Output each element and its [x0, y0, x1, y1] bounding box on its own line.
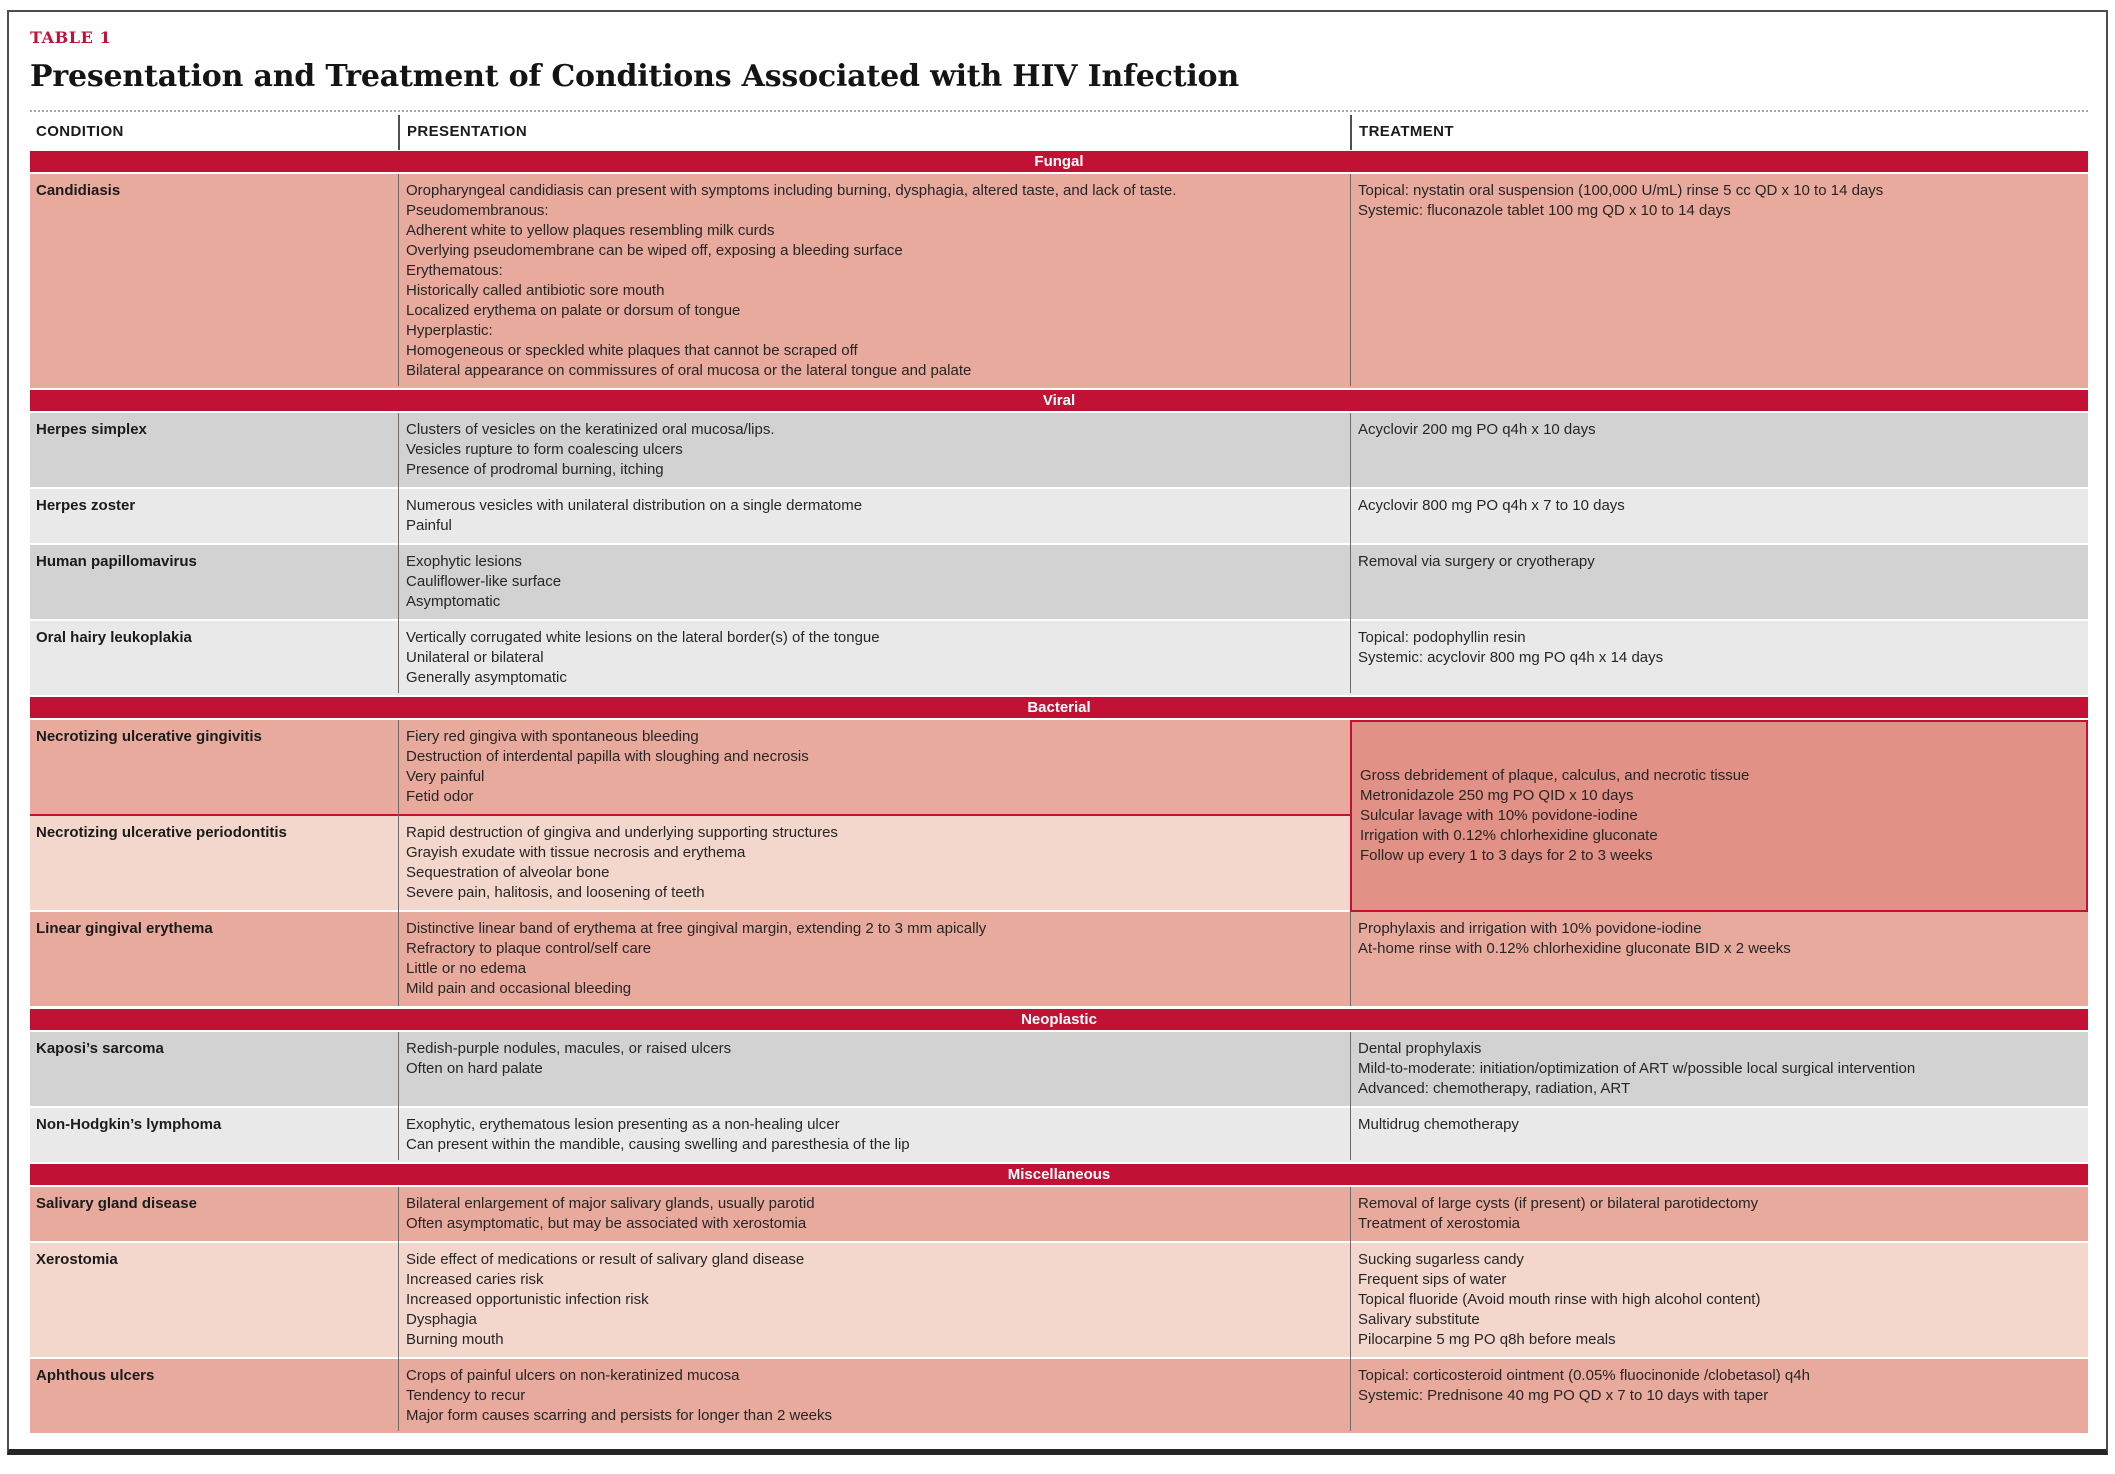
presentation-cell [398, 1359, 1350, 1433]
presentation-cell [398, 912, 1350, 1006]
treatment-cell [1350, 1187, 2088, 1241]
treatment-cell [1350, 1108, 2088, 1162]
cell-line: Dental prophylaxis [1358, 1040, 1482, 1057]
cell-line: Severe pain, halitosis, and loosening of teeth [406, 884, 705, 901]
conditions-table [30, 112, 2088, 1433]
cell-line: Often on hard palate [406, 1060, 543, 1077]
cell-line: Cauliflower-like surface [406, 573, 562, 590]
treatment-cell [1350, 489, 2088, 543]
cell-line: Systemic: Prednisone 40 mg PO QD x 7 to 10 days with taper [1358, 1387, 1769, 1404]
cell-line: Systemic: acyclovir 800 mg PO q4h x 14 days [1358, 649, 1664, 666]
presentation-cell [398, 545, 1350, 619]
condition-cell: Linear gingival erythema [30, 912, 398, 1006]
cell-line: Historically called antibiotic sore mouth [406, 282, 665, 299]
presentation-cell [398, 816, 1350, 912]
column-headers [30, 112, 2088, 150]
section-rows [30, 720, 2088, 1008]
section-band: Viral [30, 390, 2088, 411]
cell-line: At-home rinse with 0.12% chlorhexidine gluconate BID x 2 weeks [1358, 940, 1791, 957]
presentation-cell [398, 1108, 1350, 1162]
cell-line: Removal of large cysts (if present) or bilateral parotidectomy [1358, 1195, 1759, 1212]
section-rows [30, 174, 2088, 388]
cell-line: Salivary substitute [1358, 1311, 1480, 1328]
table-row [30, 1187, 2088, 1241]
section-band: Neoplastic [30, 1009, 2088, 1030]
cell-line: Grayish exudate with tissue necrosis and erythema [406, 844, 746, 861]
treatment-cell [1350, 174, 2088, 388]
column-header-presentation: PRESENTATION [407, 122, 528, 140]
cell-line: Numerous vesicles with unilateral distribution on a single dermatome [406, 497, 863, 514]
cell-line: Treatment of xerostomia [1358, 1215, 1521, 1232]
cell-line: Localized erythema on palate or dorsum of tongue [406, 302, 741, 319]
cell-line: Crops of painful ulcers on non-keratinized mucosa [406, 1367, 740, 1384]
cell-line: Vesicles rupture to form coalescing ulcers [406, 441, 683, 458]
cell-line: Metronidazole 250 mg PO QID x 10 days [1360, 787, 1634, 804]
cell-line: Refractory to plaque control/self care [406, 940, 652, 957]
cell-line: Presence of prodromal burning, itching [406, 461, 664, 478]
treatment-cell [1350, 1359, 2088, 1433]
cell-line: Bilateral enlargement of major salivary glands, usually parotid [406, 1195, 815, 1212]
cell-line: Often asymptomatic, but may be associated with xerostomia [406, 1215, 807, 1232]
cell-line: Irrigation with 0.12% chlorhexidine gluconate [1360, 827, 1658, 844]
cell-line: Sucking sugarless candy [1358, 1251, 1524, 1268]
cell-line: Vertically corrugated white lesions on the lateral border(s) of the tongue [406, 629, 880, 646]
cell-line: Oropharyngeal candidiasis can present with symptoms including burning, dysphagia, altered taste, and lack of taste. [406, 182, 1177, 199]
cell-line: Increased caries risk [406, 1271, 544, 1288]
table-row [30, 1359, 2088, 1433]
cell-line: Burning mouth [406, 1331, 504, 1348]
cell-line: Dysphagia [406, 1311, 477, 1328]
cell-line: Frequent sips of water [1358, 1271, 1507, 1288]
section-band: Bacterial [30, 697, 2088, 718]
merged-treatment-cell [1350, 720, 2088, 912]
cell-line: Distinctive linear band of erythema at free gingival margin, extending 2 to 3 mm apically [406, 920, 987, 937]
cell-line: Removal via surgery or cryotherapy [1358, 553, 1595, 570]
cell-line: Exophytic, erythematous lesion presenting as a non-healing ulcer [406, 1116, 840, 1133]
presentation-cell [398, 1243, 1350, 1357]
treatment-cell [1350, 413, 2088, 487]
cell-line: Acyclovir 800 mg PO q4h x 7 to 10 days [1358, 497, 1625, 514]
presentation-cell [398, 489, 1350, 543]
cell-line: Destruction of interdental papilla with sloughing and necrosis [406, 748, 809, 765]
condition-cell: Non-Hodgkin’s lymphoma [30, 1108, 398, 1162]
cell-line: Clusters of vesicles on the keratinized oral mucosa/lips. [406, 421, 775, 438]
condition-cell: Oral hairy leukoplakia [30, 621, 398, 695]
table-row [30, 1108, 2088, 1162]
table-sections [30, 151, 2088, 1433]
cell-line: Gross debridement of plaque, calculus, and necrotic tissue [1360, 767, 1750, 784]
cell-line: Bilateral appearance on commissures of oral mucosa or the lateral tongue and palate [406, 362, 972, 379]
cell-line: Redish-purple nodules, macules, or raised ulcers [406, 1040, 732, 1057]
cell-line: Fetid odor [406, 788, 474, 805]
presentation-cell [398, 1032, 1350, 1106]
treatment-cell [1350, 912, 2088, 1006]
condition-cell: Candidiasis [30, 174, 398, 388]
table-row [30, 1032, 2088, 1106]
cell-line: Can present within the mandible, causing swelling and paresthesia of the lip [406, 1136, 910, 1153]
table-row [30, 1243, 2088, 1357]
cell-line: Overlying pseudomembrane can be wiped off, exposing a bleeding surface [406, 242, 903, 259]
cell-line: Homogeneous or speckled white plaques that cannot be scraped off [406, 342, 858, 359]
table-row [30, 621, 2088, 695]
cell-line: Systemic: fluconazole tablet 100 mg QD x 10 to 14 days [1358, 202, 1731, 219]
treatment-cell [1350, 1032, 2088, 1106]
condition-cell: Kaposi’s sarcoma [30, 1032, 398, 1106]
cell-line: Acyclovir 200 mg PO q4h x 10 days [1358, 421, 1596, 438]
cell-line: Advanced: chemotherapy, radiation, ART [1358, 1080, 1631, 1097]
condition-cell: Herpes zoster [30, 489, 398, 543]
cell-line: Little or no edema [406, 960, 527, 977]
section-band: Fungal [30, 151, 2088, 172]
cell-line: Mild-to-moderate: initiation/optimization of ART w/possible local surgical intervention [1358, 1060, 1916, 1077]
section-rows [30, 413, 2088, 695]
cell-line: Topical: nystatin oral suspension (100,000 U/mL) rinse 5 cc QD x 10 to 14 days [1358, 182, 1884, 199]
section-rows [30, 1187, 2088, 1433]
condition-cell: Necrotizing ulcerative gingivitis [30, 720, 398, 816]
cell-line: Exophytic lesions [406, 553, 522, 570]
column-header-treatment: TREATMENT [1359, 122, 1454, 140]
cell-line: Follow up every 1 to 3 days for 2 to 3 weeks [1360, 847, 1653, 864]
condition-cell: Herpes simplex [30, 413, 398, 487]
treatment-cell [1350, 621, 2088, 695]
cell-line: Topical fluoride (Avoid mouth rinse with high alcohol content) [1358, 1291, 1761, 1308]
table-row [30, 413, 2088, 487]
cell-line: Pseudomembranous: [406, 202, 549, 219]
cell-line: Side effect of medications or result of salivary gland disease [406, 1251, 805, 1268]
page-title: Presentation and Treatment of Conditions Associated with HIV Infection [30, 59, 1239, 94]
table-label: TABLE 1 [30, 28, 112, 47]
presentation-cell [398, 621, 1350, 695]
cell-line: Sequestration of alveolar bone [406, 864, 610, 881]
presentation-cell [398, 413, 1350, 487]
table-row [30, 174, 2088, 388]
presentation-cell [398, 174, 1350, 388]
cell-line: Painful [406, 517, 452, 534]
cell-line: Asymptomatic [406, 593, 501, 610]
cell-line: Pilocarpine 5 mg PO q8h before meals [1358, 1331, 1616, 1348]
condition-cell: Aphthous ulcers [30, 1359, 398, 1433]
cell-line: Fiery red gingiva with spontaneous bleeding [406, 728, 699, 745]
cell-line: Increased opportunistic infection risk [406, 1291, 649, 1308]
condition-cell: Xerostomia [30, 1243, 398, 1357]
treatment-cell [1350, 1243, 2088, 1357]
section-rows [30, 1032, 2088, 1162]
table-card [7, 10, 2108, 1455]
cell-line: Tendency to recur [406, 1387, 526, 1404]
table-row [30, 489, 2088, 543]
treatment-cell [1350, 545, 2088, 619]
cell-line: Mild pain and occasional bleeding [406, 980, 632, 997]
cell-line: Multidrug chemotherapy [1358, 1116, 1519, 1133]
presentation-cell [398, 720, 1350, 816]
cell-line: Very painful [406, 768, 485, 785]
column-header-condition: CONDITION [36, 122, 124, 140]
cell-line: Rapid destruction of gingiva and underlying supporting structures [406, 824, 838, 841]
section-band: Miscellaneous [30, 1164, 2088, 1185]
cell-line: Adherent white to yellow plaques resembling milk curds [406, 222, 775, 239]
condition-cell: Salivary gland disease [30, 1187, 398, 1241]
cell-line: Hyperplastic: [406, 322, 493, 339]
cell-line: Topical: podophyllin resin [1358, 629, 1526, 646]
cell-line: Topical: corticosteroid ointment (0.05% fluocinonide /clobetasol) q4h [1358, 1367, 1810, 1384]
table-row [30, 545, 2088, 619]
cell-line: Unilateral or bilateral [406, 649, 544, 666]
condition-cell: Human papillomavirus [30, 545, 398, 619]
cell-line: Sulcular lavage with 10% povidone-iodine [1360, 807, 1638, 824]
cell-line: Erythematous: [406, 262, 503, 279]
condition-cell: Necrotizing ulcerative periodontitis [30, 816, 398, 912]
cell-line: Generally asymptomatic [406, 669, 567, 686]
cell-line: Major form causes scarring and persists for longer than 2 weeks [406, 1407, 833, 1424]
presentation-cell [398, 1187, 1350, 1241]
cell-line: Prophylaxis and irrigation with 10% povidone-iodine [1358, 920, 1702, 937]
